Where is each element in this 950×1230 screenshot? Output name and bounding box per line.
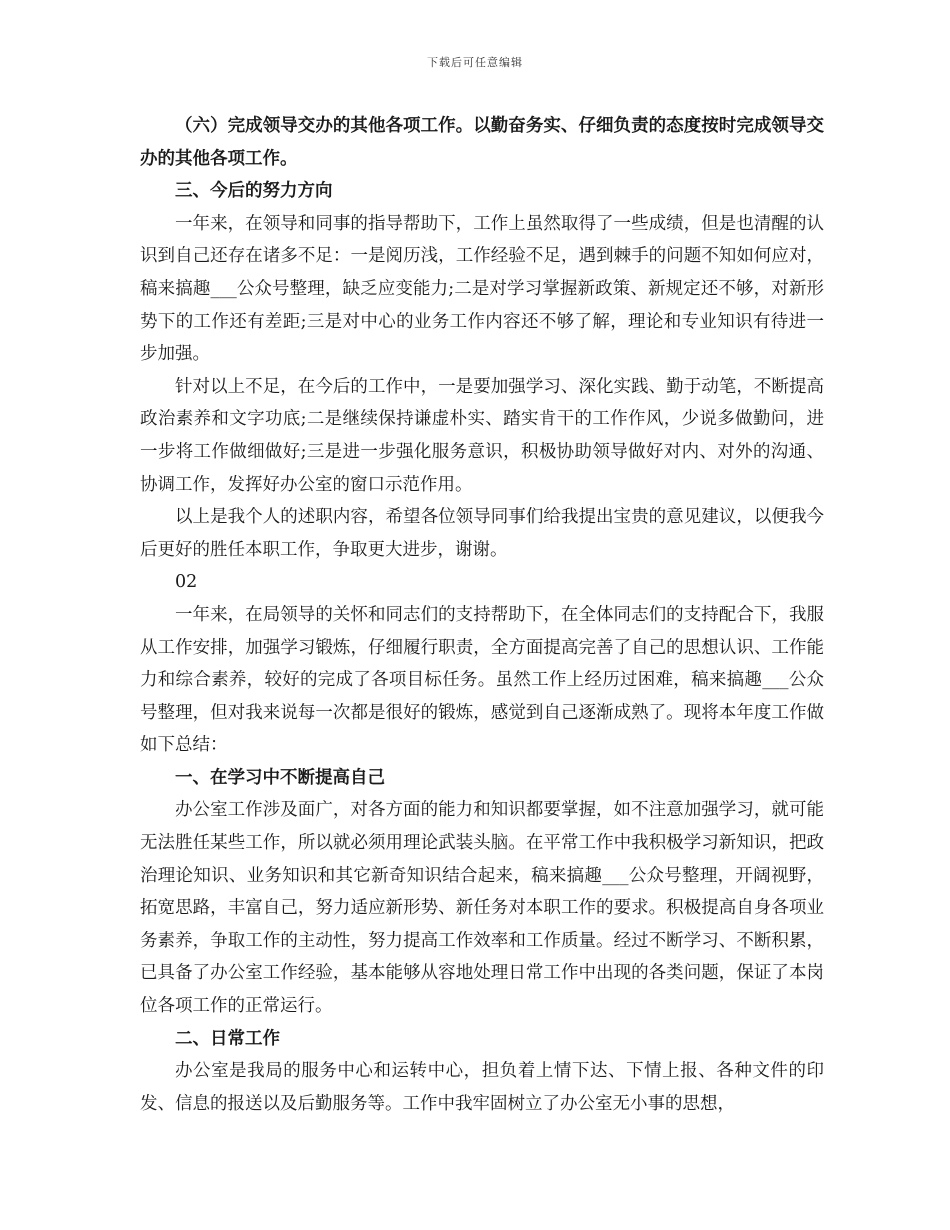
paragraph-daily-work: 办公室是我局的服务中心和运转中心，担负着上情下达、下情上报、各种文件的印发、信息的报送以及后勤服务等。工作中我牢固树立了办公室无小事的思想， (140, 1061, 824, 1114)
paragraph-shortcomings: 一年来，在领导和同事的指导帮助下，工作上虽然取得了一些成绩，但是也清醒的认识到自己还存在诸多不足：一是阅历浅，工作经验不足，遇到棘手的问题不知如何应对，稿来搞趣___公众号整理，缺乏应变能力;二是对学习掌握新政策、新规定还不够，对新形势下的工作还有差距;三是对中心的业务工作内容还不够了解，理论和专业知识有待进一步加强。 (140, 213, 824, 365)
paragraph-year-summary: 一年来，在局领导的关怀和同志们的支持帮助下，在全体同志们的支持配合下，我服从工作安排，加强学习锻炼，仔细履行职责，全方面提高完善了自己的思想认识、工作能力和综合素养，较好的完成了各项目标任务。虽然工作上经历过困难，稿来搞趣___公众号整理，但对我来说每一次都是很好的锻炼，感觉到自己逐渐成熟了。现将本年度工作做如下总结： (140, 604, 824, 756)
heading-daily-work: 二、日常工作 (175, 1028, 280, 1049)
heading-future-direction: 三、今后的努力方向 (175, 181, 333, 202)
document-body (140, 110, 824, 1120)
paragraph-task-six: （六）完成领导交办的其他各项工作。以勤奋务实、仔细负责的态度按时完成领导交办的其他各项工作。 (140, 116, 824, 169)
paragraph-closing: 以上是我个人的述职内容，希望各位领导同事们给我提出宝贵的意见建议，以便我今后更好的胜任本职工作，争取更大进步，谢谢。 (140, 507, 824, 560)
paragraph-improvements: 针对以上不足，在今后的工作中，一是要加强学习、深化实践、勤于动笔，不断提高政治素养和文字功底;二是继续保持谦虚朴实、踏实肯干的工作作风，少说多做勤问，进一步将工作做细做好;三是进一步强化服务意识，积极协助领导做好对内、对外的沟通、协调工作，发挥好办公室的窗口示范作用。 (140, 376, 824, 495)
page-header: 下载后可任意编辑 (427, 56, 523, 69)
section-number: 02 (175, 572, 198, 593)
heading-learning: 一、在学习中不断提高自己 (175, 767, 385, 788)
paragraph-learning: 办公室工作涉及面广，对各方面的能力和知识都要掌握，如不注意加强学习，就可能无法胜任某些工作，所以就必须用理论武装头脑。在平常工作中我积极学习新知识，把政治理论知识、业务知识和其它新奇知识结合起来，稿来搞趣___公众号整理，开阔视野，拓宽思路，丰富自己，努力适应新形势、新任务对本职工作的要求。积极提高自身各项业务素养，争取工作的主动性，努力提高工作效率和工作质量。经过不断学习、不断积累，已具备了办公室工作经验，基本能够从容地处理日常工作中出现的各类问题，保证了本岗位各项工作的正常运行。 (140, 800, 824, 1017)
